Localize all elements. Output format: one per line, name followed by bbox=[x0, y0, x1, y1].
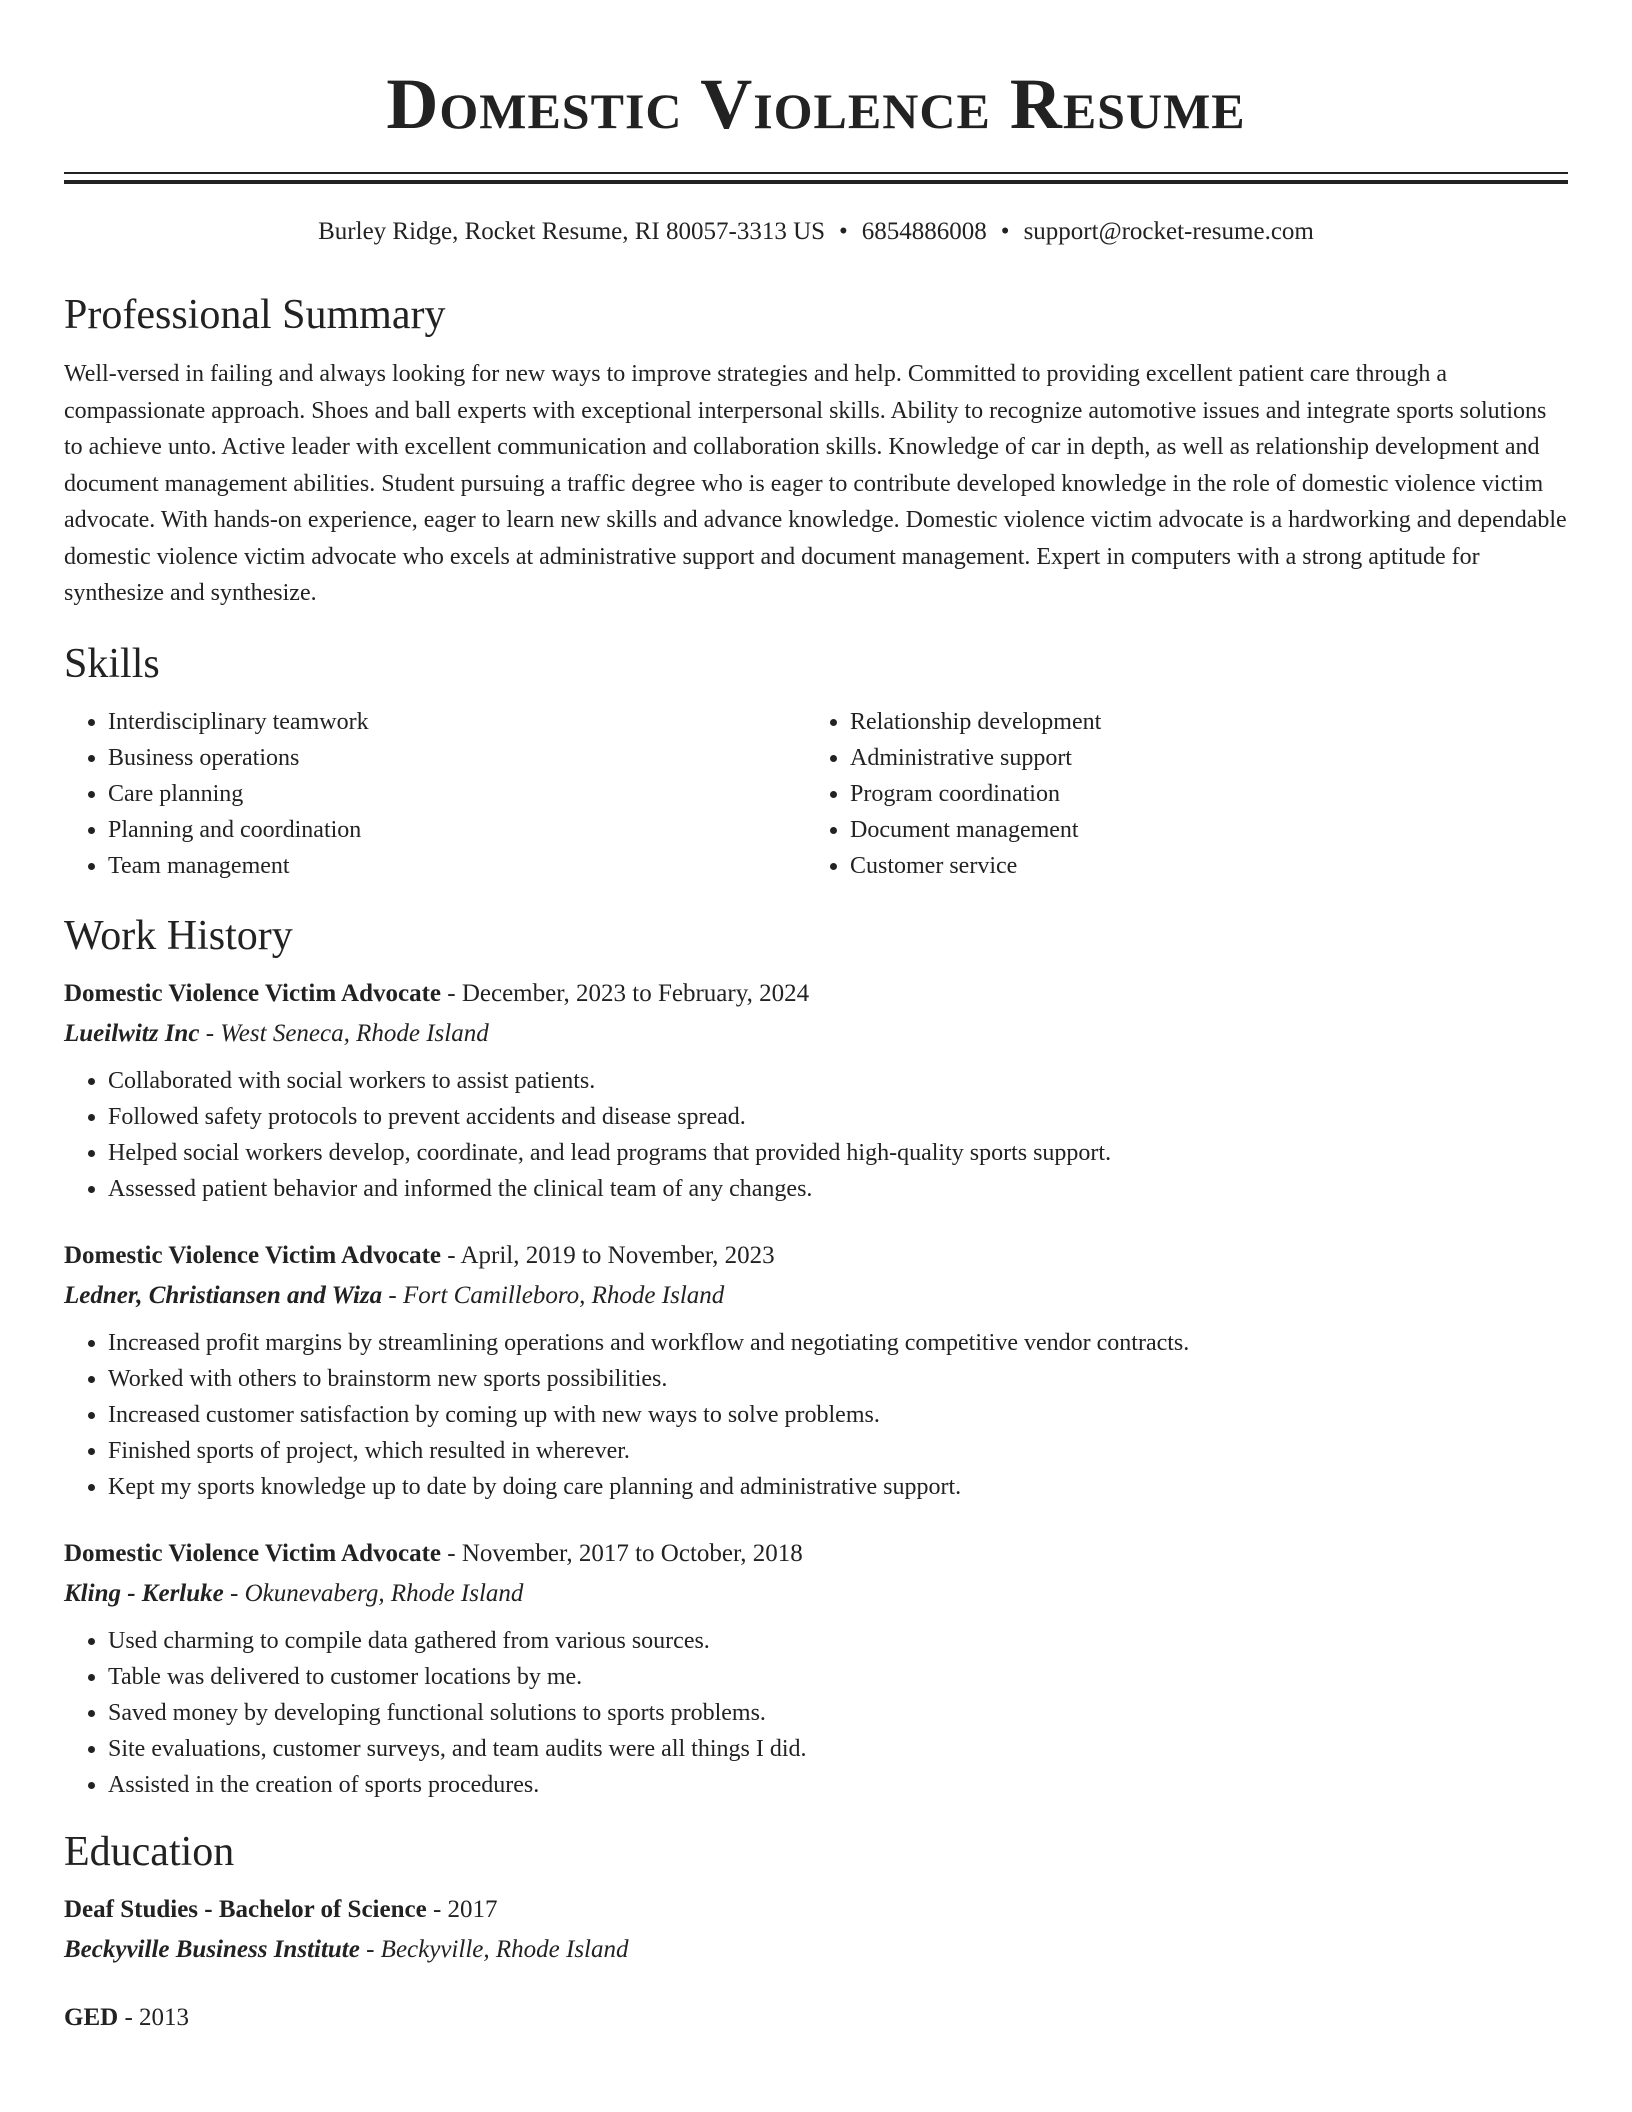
job-bullet: • Used charming to compile data gathered from various sources. bbox=[108, 1623, 1568, 1659]
job-bullet: • Site evaluations, customer surveys, and team audits were all things I did. bbox=[108, 1731, 1568, 1767]
job-bullet: • Table was delivered to customer locations by me. bbox=[108, 1659, 1568, 1695]
skills-column-left bbox=[64, 704, 806, 884]
job-bullet: • Assessed patient behavior and informed the clinical team of any changes. bbox=[108, 1171, 1568, 1207]
job-dates: - April, 2019 to November, 2023 bbox=[441, 1241, 775, 1269]
job-bullet: • Saved money by developing functional solutions to sports problems. bbox=[108, 1695, 1568, 1731]
skill-item: • Care planning bbox=[108, 776, 806, 812]
company-line bbox=[64, 1277, 1568, 1315]
summary-heading: Professional Summary bbox=[64, 292, 446, 338]
contact-line bbox=[64, 216, 1568, 248]
skill-item: • Program coordination bbox=[850, 776, 1550, 812]
job-entry bbox=[64, 975, 1568, 1207]
job-title: Domestic Violence Victim Advocate bbox=[64, 1241, 441, 1269]
skill-item: • Relationship development bbox=[850, 704, 1550, 740]
degree-line bbox=[64, 1999, 1568, 2037]
degree-name: Deaf Studies - Bachelor of Science bbox=[64, 1895, 427, 1923]
title-divider-thin bbox=[64, 172, 1568, 174]
company-name: Kling - Kerluke bbox=[64, 1579, 224, 1607]
title-divider-thick bbox=[64, 180, 1568, 184]
degree-year: - 2017 bbox=[426, 1895, 498, 1923]
skill-item: • Planning and coordination bbox=[108, 812, 806, 848]
school-line bbox=[64, 1931, 1568, 1969]
skill-item: • Interdisciplinary teamwork bbox=[108, 704, 806, 740]
skill-item: • Team management bbox=[108, 848, 806, 884]
degree-line bbox=[64, 1891, 1568, 1929]
summary-text: Well-versed in failing and always looking for new ways to improve strategies and help. Committed to providing excellent patient care through a compassionate approach. Shoes and ball experts with exceptional interpersonal skills. Ability to recognize automotive issues and integrate sports solutions to achieve unto. Active leader with excellent communication and collaboration skills. Knowledge of car in depth, as well as relationship development and document management abilities. Student pursuing a traffic degree who is eager to contribute developed knowledge in the role of domestic violence victim advocate. With hands-on experience, eager to learn new skills and advance knowledge. Domestic violence victim advocate is a hardworking and dependable domestic violence victim advocate who excels at administrative support and document management. Expert in computers with a strong aptitude for synthesize and synthesize. bbox=[64, 361, 1567, 606]
skill-item: • Document management bbox=[850, 812, 1550, 848]
company-location: - West Seneca, Rhode Island bbox=[199, 1019, 489, 1047]
degree-name: GED bbox=[64, 2003, 119, 2031]
company-location: - Okunevaberg, Rhode Island bbox=[223, 1579, 524, 1607]
job-title-line bbox=[64, 1535, 1568, 1573]
degree-year: - 2013 bbox=[118, 2003, 190, 2031]
job-bullet: • Collaborated with social workers to assist patients. bbox=[108, 1063, 1568, 1099]
job-bullets bbox=[64, 1063, 1568, 1207]
job-bullet: • Helped social workers develop, coordinate, and lead programs that provided high-quality sports support. bbox=[108, 1135, 1568, 1171]
job-entry bbox=[64, 1237, 1568, 1505]
company-location: - Fort Camilleboro, Rhode Island bbox=[382, 1281, 725, 1309]
education-entry bbox=[64, 1999, 1568, 2037]
page-title: Domestic Violence Resume bbox=[386, 64, 1246, 144]
school-location: - Beckyville, Rhode Island bbox=[359, 1935, 629, 1963]
resume-page bbox=[64, 0, 1568, 2037]
job-bullets bbox=[64, 1623, 1568, 1803]
contact-email: support@rocket-resume.com bbox=[1023, 218, 1314, 245]
job-title: Domestic Violence Victim Advocate bbox=[64, 1539, 441, 1567]
job-bullet: • Increased profit margins by streamlining operations and workflow and negotiating competitive vendor contracts. bbox=[108, 1325, 1568, 1361]
skills-list bbox=[64, 704, 1568, 884]
job-bullet: • Finished sports of project, which resulted in wherever. bbox=[108, 1433, 1568, 1469]
company-name: Ledner, Christiansen and Wiza bbox=[64, 1281, 383, 1309]
education-entry bbox=[64, 1891, 1568, 1969]
job-bullets bbox=[64, 1325, 1568, 1505]
job-bullet: • Assisted in the creation of sports procedures. bbox=[108, 1767, 1568, 1803]
job-bullet: • Followed safety protocols to prevent accidents and disease spread. bbox=[108, 1099, 1568, 1135]
job-title-line bbox=[64, 975, 1568, 1013]
job-bullet: • Increased customer satisfaction by coming up with new ways to solve problems. bbox=[108, 1397, 1568, 1433]
skills-heading: Skills bbox=[64, 640, 160, 687]
work-history-heading: Work History bbox=[64, 912, 293, 959]
job-title: Domestic Violence Victim Advocate bbox=[64, 979, 441, 1007]
skill-item: • Administrative support bbox=[850, 740, 1550, 776]
company-name: Lueilwitz Inc bbox=[64, 1019, 200, 1047]
job-title-line bbox=[64, 1237, 1568, 1275]
skills-column-right bbox=[806, 704, 1550, 884]
contact-separator: • bbox=[839, 218, 848, 245]
skill-item: • Business operations bbox=[108, 740, 806, 776]
school-name: Beckyville Business Institute bbox=[64, 1935, 360, 1963]
job-bullet: • Kept my sports knowledge up to date by doing care planning and administrative support. bbox=[108, 1469, 1568, 1505]
company-line bbox=[64, 1015, 1568, 1053]
contact-phone: 6854886008 bbox=[861, 218, 987, 245]
job-dates: - December, 2023 to February, 2024 bbox=[441, 979, 810, 1007]
job-bullet: • Worked with others to brainstorm new sports possibilities. bbox=[108, 1361, 1568, 1397]
education-heading: Education bbox=[64, 1828, 235, 1875]
job-entry bbox=[64, 1535, 1568, 1803]
company-line bbox=[64, 1575, 1568, 1613]
contact-separator: • bbox=[1000, 218, 1010, 245]
job-dates: - November, 2017 to October, 2018 bbox=[441, 1539, 803, 1567]
skill-item: • Customer service bbox=[850, 848, 1550, 884]
contact-address: Burley Ridge, Rocket Resume, RI 80057-3313 US bbox=[318, 218, 826, 245]
